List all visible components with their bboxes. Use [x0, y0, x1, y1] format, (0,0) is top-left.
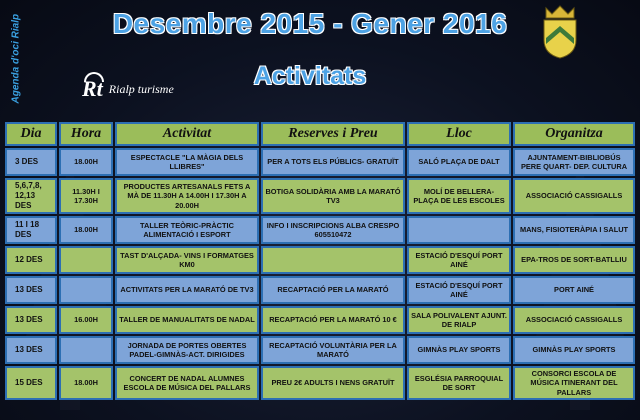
table-row	[5, 306, 635, 334]
cell-hora: 18.00H	[59, 366, 113, 400]
cell-hora	[59, 336, 113, 364]
cell-reserves: PREU 2€ ADULTS I NENS GRATUÏT	[261, 366, 405, 400]
cell-lloc: ESTACIÓ D'ESQUÍ PORT AINÉ	[407, 276, 511, 304]
coat-of-arms-icon	[538, 4, 582, 60]
table-row	[5, 178, 635, 214]
cell-reserves: RECAPTACIÓ VOLUNTÀRIA PER LA MARATÓ	[261, 336, 405, 364]
cell-activitat: TAST D'ALÇADA- VINS I FORMATGES KM0	[115, 246, 259, 274]
logo-mark: Rt	[82, 76, 103, 101]
cell-organitza: ASSOCIACIÓ CASSIGALLS	[513, 178, 635, 214]
cell-dia: 11 I 18 DES	[5, 216, 57, 244]
cell-activitat: ACTIVITATS PER LA MARATÓ DE TV3	[115, 276, 259, 304]
cell-dia: 12 DES	[5, 246, 57, 274]
side-label: Agenda d'oci Rialp	[10, 13, 22, 104]
cell-dia: 13 DES	[5, 336, 57, 364]
column-header-dia: Dia	[5, 122, 57, 146]
cell-organitza: EPA-TROS DE SORT-BATLLIU	[513, 246, 635, 274]
table-row	[5, 336, 635, 364]
cell-dia: 13 DES	[5, 306, 57, 334]
table-row	[5, 148, 635, 176]
activities-table	[3, 120, 637, 402]
page-title: Desembre 2015 - Gener 2016	[112, 8, 508, 39]
cell-lloc: ESTACIÓ D'ESQUÍ PORT AINÉ	[407, 246, 511, 274]
cell-hora: 18.00H	[59, 216, 113, 244]
cell-lloc: SALA POLIVALENT AJUNT. DE RIALP	[407, 306, 511, 334]
cell-reserves: BOTIGA SOLIDÀRIA AMB LA MARATÓ TV3	[261, 178, 405, 214]
page-subtitle: Activitats	[253, 62, 367, 90]
cell-organitza: PORT AINÉ	[513, 276, 635, 304]
cell-lloc: GIMNÀS PLAY SPORTS	[407, 336, 511, 364]
cell-activitat: PRODUCTES ARTESANALS FETS A MÀ DE 11.30H A 14.00H I 17.30H A 20.00H	[115, 178, 259, 214]
cell-dia: 13 DES	[5, 276, 57, 304]
cell-lloc: SALÓ PLAÇA DE DALT	[407, 148, 511, 176]
cell-dia: 3 DES	[5, 148, 57, 176]
column-header-reserves: Reserves i Preu	[261, 122, 405, 146]
cell-lloc: ESGLÉSIA PARROQUIAL DE SORT	[407, 366, 511, 400]
cell-reserves: RECAPTACIÓ PER LA MARATÓ 10 €	[261, 306, 405, 334]
cell-lloc: MOLÍ DE BELLERA- PLAÇA DE LES ESCOLES	[407, 178, 511, 214]
cell-activitat: JORNADA DE PORTES OBERTES PADEL-GIMNÀS-ACT. DIRIGIDES	[115, 336, 259, 364]
cell-hora	[59, 246, 113, 274]
logo-text: Rialp turisme	[108, 81, 174, 96]
cell-activitat: ESPECTACLE "LA MÀGIA DELS LLIBRES"	[115, 148, 259, 176]
cell-activitat: CONCERT DE NADAL ALUMNES ESCOLA DE MÚSICA DEL PALLARS	[115, 366, 259, 400]
cell-organitza: CONSORCI ESCOLA DE MÚSICA ITINERANT DEL PALLARS	[513, 366, 635, 400]
column-header-activitat: Activitat	[115, 122, 259, 146]
cell-hora: 18.00H	[59, 148, 113, 176]
cell-hora	[59, 276, 113, 304]
table-row	[5, 246, 635, 274]
cell-dia: 15 DES	[5, 366, 57, 400]
cell-organitza: GIMNÀS PLAY SPORTS	[513, 336, 635, 364]
cell-activitat: TALLER TEÒRIC-PRÀCTIC ALIMENTACIÓ I ESPORT	[115, 216, 259, 244]
cell-hora: 16.00H	[59, 306, 113, 334]
cell-organitza: AJUNTAMENT-BIBLIOBÚS PERE QUART- DEP. CULTURA	[513, 148, 635, 176]
cell-reserves: PER A TOTS ELS PÚBLICS- GRATUÏT	[261, 148, 405, 176]
column-header-organitza: Organitza	[513, 122, 635, 146]
cell-reserves: INFO I INSCRIPCIONS ALBA CRESPO 605510472	[261, 216, 405, 244]
column-header-hora: Hora	[59, 122, 113, 146]
cell-lloc	[407, 216, 511, 244]
table-row	[5, 366, 635, 400]
cell-reserves	[261, 246, 405, 274]
cell-hora: 11.30H I 17.30H	[59, 178, 113, 214]
table-row	[5, 276, 635, 304]
cell-reserves: RECAPTACIÓ PER LA MARATÓ	[261, 276, 405, 304]
table-row	[5, 216, 635, 244]
column-header-lloc: Lloc	[407, 122, 511, 146]
cell-organitza: MANS, FISIOTERÀPIA I SALUT	[513, 216, 635, 244]
cell-activitat: TALLER DE MANUALITATS DE NADAL	[115, 306, 259, 334]
cell-dia: 5,6,7,8, 12,13 DES	[5, 178, 57, 214]
rialp-turisme-logo	[82, 76, 174, 102]
cell-organitza: ASSOCIACIÓ CASSIGALLS	[513, 306, 635, 334]
